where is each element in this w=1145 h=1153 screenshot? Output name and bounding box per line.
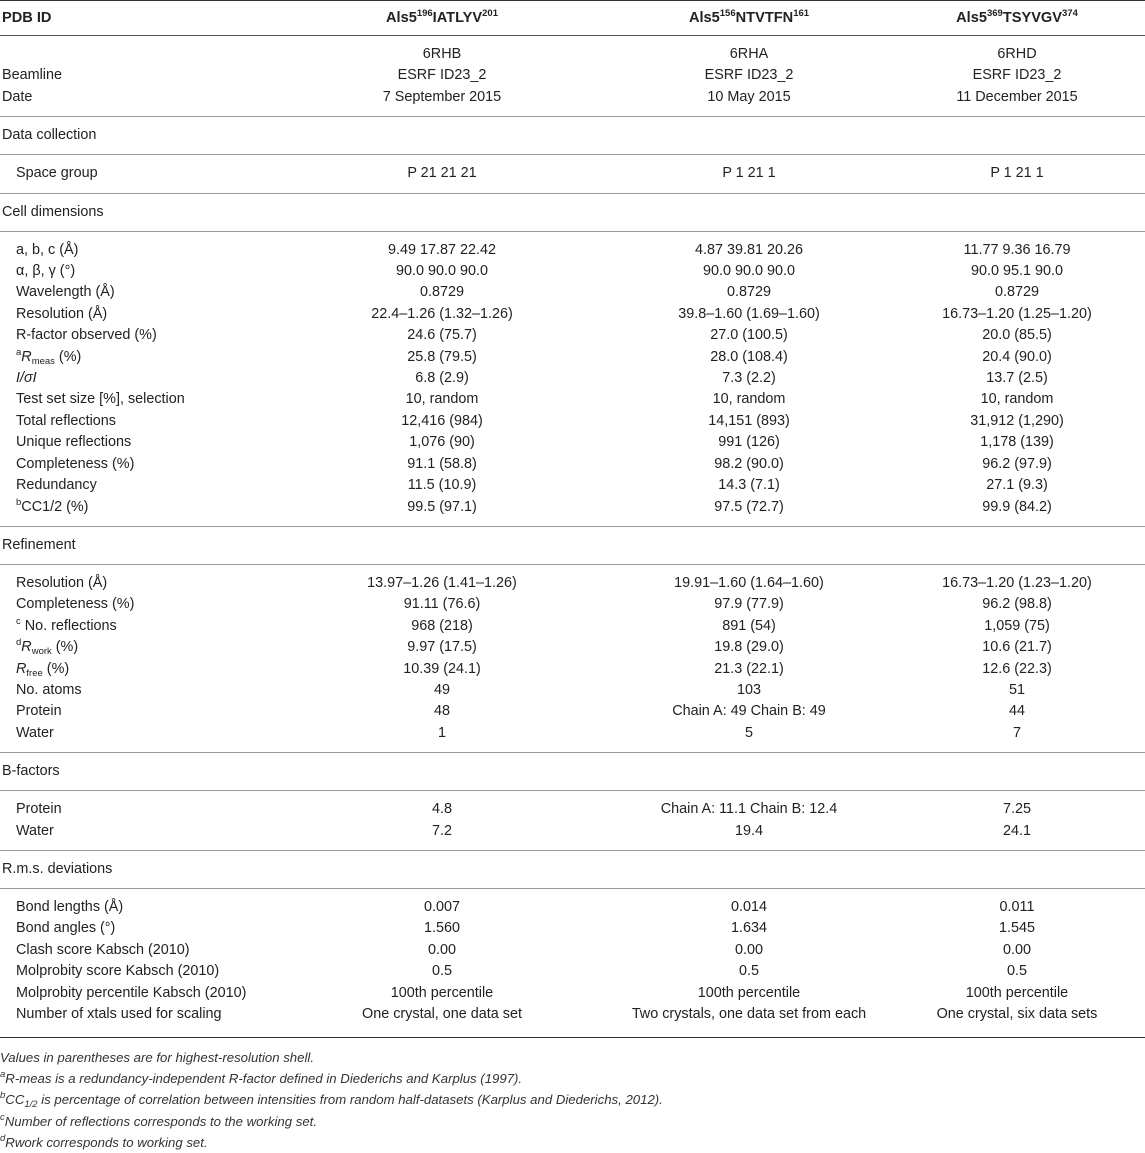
cell-value: 98.2 (90.0) — [714, 455, 784, 472]
row-label: Molprobity percentile Kabsch (2010) — [16, 984, 247, 1001]
cell-value: 13.7 (2.5) — [986, 370, 1048, 387]
cell-value: 0.5 — [1006, 963, 1027, 980]
cell-value: 44 — [1008, 703, 1025, 720]
cell-value: 96.2 (97.9) — [982, 455, 1052, 472]
cell-value: 4.8 — [431, 801, 452, 818]
row-label: Protein — [16, 801, 62, 818]
cell-value: 12.6 (22.3) — [982, 660, 1052, 677]
cell-value: 24.6 (75.7) — [407, 327, 477, 344]
table-row — [0, 304, 1145, 325]
table-row — [0, 325, 1145, 346]
cell-value: 5 — [744, 724, 753, 741]
footnote: $^bCC_{1/2}$ is percentage of correlation between intensities from random half-datasets (Karplus and Diederichs, 2012). — [0, 1090, 663, 1111]
row-label: Date — [2, 88, 33, 105]
column-header: $Als5^{369}TSYVGV^{374}$ — [889, 1, 1145, 36]
row-label: $^b$CC1/2 (%) — [16, 496, 89, 515]
cell-value: 39.8–1.60 (1.69–1.60) — [678, 305, 820, 322]
section-header — [0, 526, 1145, 564]
cell-value: 103 — [736, 681, 761, 698]
table-row — [0, 1004, 1145, 1025]
row-label: Resolution (Å) — [16, 305, 108, 322]
cell-value: 991 (126) — [718, 434, 780, 451]
cell-value: One crystal, six data sets — [936, 1006, 1098, 1022]
table-row — [0, 497, 1145, 518]
row-label: Completeness (%) — [16, 455, 135, 472]
table-row — [0, 680, 1145, 701]
cell-value: 99.5 (97.1) — [407, 498, 477, 515]
table-row — [0, 821, 1145, 842]
cell-value: 10, random — [712, 391, 786, 408]
cell-value: 19.8 (29.0) — [714, 639, 784, 656]
column-header: $Als5^{196}IATLYV^{201}$ — [275, 1, 609, 36]
cell-value: 100th percentile — [697, 984, 801, 1001]
table-row — [0, 44, 1145, 65]
cell-value: 27.1 (9.3) — [986, 477, 1048, 494]
cell-value: 6RHD — [997, 46, 1037, 62]
row-label: Water — [16, 724, 54, 741]
table-row — [0, 961, 1145, 982]
table-row — [0, 261, 1145, 282]
cell-value: 1.634 — [730, 920, 767, 937]
cell-value: 4.87 39.81 20.26 — [694, 241, 804, 258]
cell-value: 90.0 95.1 90.0 — [970, 263, 1064, 280]
row-label: Completeness (%) — [16, 596, 135, 613]
cell-value: 1.545 — [998, 920, 1035, 937]
cell-value: 7.3 (2.2) — [722, 370, 776, 387]
cell-value: 20.0 (85.5) — [982, 327, 1052, 344]
cell-value: P 1 21 1 — [990, 165, 1044, 182]
cell-value: 0.011 — [999, 898, 1035, 915]
cell-value: 1,059 (75) — [984, 617, 1050, 634]
row-label: Resolution (Å) — [16, 574, 108, 591]
row-label: α, β, γ (°) — [16, 263, 76, 280]
cell-value: Chain A: 49 Chain B: 49 — [672, 703, 826, 720]
cell-value: 9.49 17.87 22.42 — [387, 241, 497, 258]
table-row — [0, 347, 1145, 368]
cell-value: 0.8729 — [419, 284, 464, 301]
section-header — [0, 117, 1145, 155]
cell-value: 10, random — [405, 391, 479, 408]
row-label: I/σI — [16, 370, 37, 387]
cell-value: 91.1 (58.8) — [407, 455, 477, 472]
cell-value: 7.2 — [431, 822, 452, 839]
table-row — [0, 723, 1145, 744]
cell-value: 13.97–1.26 (1.41–1.26) — [367, 574, 517, 591]
cell-value: 49 — [433, 681, 450, 698]
row-label: Number of xtals used for scaling — [16, 1006, 222, 1022]
row-label: Bond angles (°) — [16, 920, 116, 937]
cell-value: 10, random — [980, 391, 1054, 408]
pdb-id-header: PDB ID — [0, 1, 275, 36]
table-row — [0, 282, 1145, 303]
table-row — [0, 897, 1145, 918]
cell-value: 10.6 (21.7) — [982, 639, 1052, 656]
cell-value: 100th percentile — [390, 984, 494, 1001]
footnote: Values in parentheses are for highest-resolution shell. — [0, 1050, 314, 1065]
cell-value: 48 — [433, 703, 450, 720]
table-row — [0, 573, 1145, 594]
cell-value: 0.8729 — [994, 284, 1039, 301]
cell-value: 90.0 90.0 90.0 — [702, 263, 796, 280]
cell-value: 11 December 2015 — [956, 88, 1078, 105]
cell-value: 99.9 (84.2) — [982, 498, 1052, 515]
cell-value: 11.5 (10.9) — [407, 477, 477, 494]
table-row — [0, 983, 1145, 1004]
table-row — [0, 594, 1145, 615]
cell-value: 96.2 (98.8) — [982, 596, 1052, 613]
cell-value: 6RHB — [422, 46, 462, 62]
row-label: a, b, c (Å) — [16, 241, 79, 258]
cell-value: 16.73–1.20 (1.25–1.20) — [942, 305, 1092, 322]
cell-value: 51 — [1008, 681, 1025, 698]
section-header — [0, 753, 1145, 791]
cell-value: 0.00 — [734, 941, 763, 958]
cell-value: 11.77 9.36 16.79 — [963, 241, 1071, 258]
cell-value: 0.5 — [738, 963, 759, 980]
footnote: $^a$R-meas is a redundancy-independent R-factor defined in Diederichs and Karplus (1997). — [0, 1069, 523, 1087]
row-label: $^c$ No. reflections — [16, 615, 117, 634]
table-row — [0, 432, 1145, 453]
row-label: $^dR_{work}$ (%) — [16, 637, 79, 658]
cell-value: ESRF ID23_2 — [397, 67, 487, 84]
cell-value: 10 May 2015 — [707, 88, 791, 105]
cell-value: ESRF ID23_2 — [704, 67, 794, 84]
table-row — [0, 454, 1145, 475]
cell-value: 968 (218) — [411, 617, 473, 634]
table-row — [0, 368, 1145, 389]
table-row — [0, 411, 1145, 432]
cell-value: 0.014 — [730, 898, 767, 915]
table-row — [0, 940, 1145, 961]
cell-value: 0.007 — [423, 898, 460, 915]
cell-value: 100th percentile — [965, 984, 1069, 1001]
cell-value: 0.00 — [427, 941, 456, 958]
cell-value: 12,416 (984) — [401, 412, 483, 429]
table-row — [0, 918, 1145, 939]
cell-value: 19.4 — [734, 822, 763, 839]
table-row — [0, 616, 1145, 637]
cell-value: 21.3 (22.1) — [714, 660, 784, 677]
cell-value: 0.00 — [1002, 941, 1031, 958]
cell-value: 9.97 (17.5) — [407, 639, 477, 656]
cell-value: 14,151 (893) — [708, 412, 790, 429]
row-label: R-factor observed (%) — [16, 327, 157, 344]
table-row — [0, 799, 1145, 820]
row-label: Clash score Kabsch (2010) — [16, 941, 190, 958]
cell-value: 28.0 (108.4) — [710, 348, 788, 365]
cell-value: 1,178 (139) — [980, 434, 1054, 451]
cell-value: 20.4 (90.0) — [982, 348, 1052, 365]
row-label: Redundancy — [16, 477, 97, 494]
cell-value: 14.3 (7.1) — [718, 477, 780, 494]
row-label: Wavelength (Å) — [16, 284, 115, 301]
cell-value: 22.4–1.26 (1.32–1.26) — [371, 305, 513, 322]
section-header — [0, 850, 1145, 888]
row-label: $^aR_{meas}$ (%) — [16, 346, 82, 367]
row-label: Total reflections — [16, 412, 116, 429]
section-header — [0, 193, 1145, 231]
cell-value: One crystal, one data set — [362, 1006, 522, 1022]
table-row — [0, 389, 1145, 410]
header-row — [0, 1, 1145, 36]
cell-value: Two crystals, one data set from each — [631, 1006, 867, 1022]
cell-value: 97.5 (72.7) — [714, 498, 784, 515]
row-label: $R_{free}$ (%) — [16, 660, 70, 679]
cell-value: 10.39 (24.1) — [403, 660, 481, 677]
cell-value: 91.11 (76.6) — [403, 596, 481, 613]
cell-value: Chain A: 11.1 Chain B: 12.4 — [660, 801, 838, 818]
cell-value: 6RHA — [729, 46, 769, 62]
cell-value: 25.8 (79.5) — [407, 348, 477, 365]
cell-value: 7.25 — [1002, 801, 1031, 818]
cell-value: 27.0 (100.5) — [710, 327, 788, 344]
cell-value: ESRF ID23_2 — [972, 67, 1062, 84]
cell-value: 24.1 — [1002, 822, 1031, 839]
cell-value: 0.8729 — [726, 284, 771, 301]
section-title: Data collection — [0, 117, 1145, 155]
cell-value: 1,076 (90) — [409, 434, 475, 451]
row-label: Beamline — [2, 67, 62, 84]
row-label: Molprobity score Kabsch (2010) — [16, 963, 220, 980]
row-label: Test set size [%], selection — [16, 391, 185, 408]
cell-value: 90.0 90.0 90.0 — [395, 263, 489, 280]
row-label: Unique reflections — [16, 434, 132, 451]
cell-value: P 21 21 21 — [407, 165, 477, 182]
cell-value: 16.73–1.20 (1.23–1.20) — [942, 574, 1092, 591]
cell-value: 1 — [437, 724, 446, 741]
table-row — [0, 701, 1145, 722]
cell-value: 19.91–1.60 (1.64–1.60) — [674, 574, 824, 591]
cell-value: 891 (54) — [722, 617, 776, 634]
table-row — [0, 87, 1145, 108]
section-title: Refinement — [0, 526, 1145, 564]
row-label: Space group — [16, 165, 98, 182]
cell-value: 0.5 — [431, 963, 452, 980]
row-label: Protein — [16, 703, 62, 720]
cell-value: 31,912 (1,290) — [970, 412, 1064, 429]
cell-value: 1.560 — [423, 920, 460, 937]
section-title: R.m.s. deviations — [0, 850, 1145, 888]
section-title: Cell dimensions — [0, 193, 1145, 231]
table-row — [0, 65, 1145, 86]
table-row — [0, 163, 1145, 184]
section-title: B-factors — [0, 753, 1145, 791]
column-header: $Als5^{156}NTVTFN^{161}$ — [609, 1, 889, 36]
cell-value: 6.8 (2.9) — [415, 370, 469, 387]
cell-value: 7 — [1012, 724, 1021, 741]
cell-value: P 1 21 1 — [722, 165, 776, 182]
cell-value: 7 September 2015 — [382, 88, 502, 105]
row-label — [0, 44, 275, 65]
row-label: Water — [16, 822, 54, 839]
row-label: No. atoms — [16, 681, 82, 698]
table-row — [0, 475, 1145, 496]
footnote: $^c$Number of reflections corresponds to the working set. — [0, 1111, 318, 1129]
table-row — [0, 659, 1145, 680]
cell-value: 97.9 (77.9) — [714, 596, 784, 613]
table-row — [0, 240, 1145, 261]
footnote: $^d$Rwork corresponds to working set. — [0, 1132, 208, 1150]
row-label: Bond lengths (Å) — [16, 898, 124, 915]
table-row — [0, 637, 1145, 658]
table-footnotes — [0, 1047, 1145, 1153]
